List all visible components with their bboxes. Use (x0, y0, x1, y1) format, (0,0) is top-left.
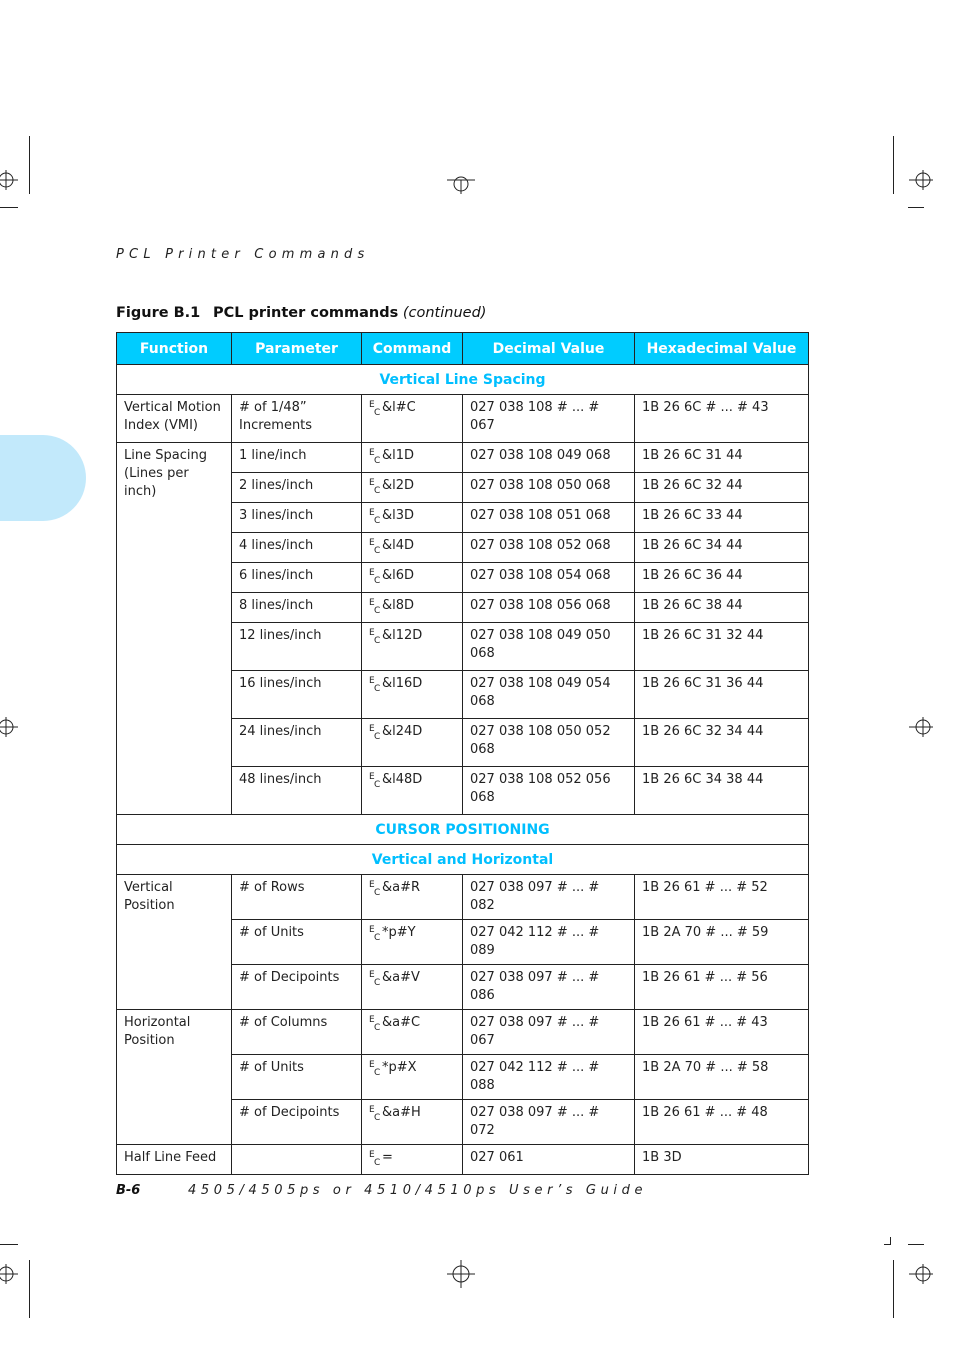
cell-command: E C &a#H (362, 1100, 463, 1145)
page-number: B-6 (116, 1183, 141, 1198)
footer-title: 4505/4505ps or 4510/4510ps User’s Guide (188, 1183, 648, 1198)
cell-parameter: 1 line/inch (232, 443, 362, 473)
cell-parameter: # of Units (232, 920, 362, 965)
escape-glyph: E C (369, 724, 381, 742)
table-row (117, 1010, 809, 1055)
crop-mark (29, 136, 30, 194)
section-vertical-and-horizontal: Vertical and Horizontal (117, 845, 809, 875)
cell-decimal: 027 038 097 # ... # 082 (463, 875, 635, 920)
cell-function: Vertical Motion Index (VMI) (117, 395, 232, 443)
registration-mark-icon (0, 166, 28, 194)
registration-mark-icon (905, 713, 933, 741)
cell-function: Horizontal Position (117, 1010, 232, 1145)
cell-parameter: 3 lines/inch (232, 503, 362, 533)
cell-parameter: # of Decipoints (232, 965, 362, 1010)
chapter-tab-marker (0, 435, 86, 521)
header-command: Command (362, 333, 463, 365)
cell-parameter: 4 lines/inch (232, 533, 362, 563)
cell-decimal: 027 038 108 054 068 (463, 563, 635, 593)
cell-decimal: 027 038 108 052 056 068 (463, 767, 635, 815)
cell-command: E C &l2D (362, 473, 463, 503)
cell-hex: 1B 26 6C 38 44 (635, 593, 809, 623)
cell-command: E C &l8D (362, 593, 463, 623)
figure-continued: (continued) (402, 305, 487, 321)
cell-function: Line Spacing (Lines per inch) (117, 443, 232, 815)
cell-decimal: 027 038 108 056 068 (463, 593, 635, 623)
cell-decimal: 027 061 (463, 1145, 635, 1175)
escape-glyph: E C (369, 598, 381, 616)
registration-mark-icon (447, 170, 475, 198)
cell-hex: 1B 26 6C 34 44 (635, 533, 809, 563)
crop-mark (884, 1244, 891, 1245)
horizontal-position-group (117, 1010, 809, 1145)
line-spacing-group (117, 443, 809, 815)
running-head: PCL Printer Commands (116, 247, 370, 262)
registration-mark-icon (905, 166, 933, 194)
cell-command: E C &l4D (362, 533, 463, 563)
cell-command: E C *p#X (362, 1055, 463, 1100)
cell-hex: 1B 26 6C # ... # 43 (635, 395, 809, 443)
figure-caption (116, 305, 486, 321)
cell-hex: 1B 26 6C 34 38 44 (635, 767, 809, 815)
pcl-commands-table (116, 332, 809, 1175)
cell-command: E C = (362, 1145, 463, 1175)
vertical-position-group (117, 875, 809, 1010)
cell-hex: 1B 26 61 # ... # 43 (635, 1010, 809, 1055)
cell-parameter: 6 lines/inch (232, 563, 362, 593)
cell-command: E C &l1D (362, 443, 463, 473)
escape-glyph: E C (369, 448, 381, 466)
cell-decimal: 027 038 108 # ... # 067 (463, 395, 635, 443)
cell-hex: 1B 26 6C 36 44 (635, 563, 809, 593)
cell-decimal: 027 038 108 049 068 (463, 443, 635, 473)
section-vertical-line-spacing: Vertical Line Spacing (117, 365, 809, 395)
cell-hex: 1B 26 61 # ... # 52 (635, 875, 809, 920)
header-hexadecimal-value: Hexadecimal Value (635, 333, 809, 365)
figure-number: Figure B.1 (116, 305, 201, 321)
escape-glyph: E C (369, 676, 381, 694)
cell-hex: 1B 26 6C 31 44 (635, 443, 809, 473)
escape-glyph: E C (369, 628, 381, 646)
cell-decimal: 027 038 108 050 068 (463, 473, 635, 503)
cell-function: Vertical Position (117, 875, 232, 1010)
cell-command: E C &a#V (362, 965, 463, 1010)
cell-parameter: # of Columns (232, 1010, 362, 1055)
crop-mark (893, 1260, 894, 1318)
cell-parameter: 12 lines/inch (232, 623, 362, 671)
cell-command: E C &l48D (362, 767, 463, 815)
cell-hex: 1B 26 6C 32 44 (635, 473, 809, 503)
escape-glyph: E C (369, 1060, 381, 1078)
section-cursor-positioning: CURSOR POSITIONING (117, 815, 809, 845)
cell-command: E C *p#Y (362, 920, 463, 965)
cell-command: E C &l16D (362, 671, 463, 719)
cell-hex: 1B 26 6C 31 36 44 (635, 671, 809, 719)
cell-decimal: 027 038 108 050 052 068 (463, 719, 635, 767)
escape-glyph: E C (369, 970, 381, 988)
figure-title: PCL printer commands (213, 305, 399, 321)
table-header-row (117, 333, 809, 365)
cell-command: E C &a#C (362, 1010, 463, 1055)
cell-hex: 1B 26 61 # ... # 56 (635, 965, 809, 1010)
cell-command: E C &a#R (362, 875, 463, 920)
crop-mark (0, 1244, 18, 1245)
section-row (117, 815, 809, 845)
cell-parameter: # of Decipoints (232, 1100, 362, 1145)
cell-hex: 1B 2A 70 # ... # 59 (635, 920, 809, 965)
cell-hex: 1B 26 6C 31 32 44 (635, 623, 809, 671)
cell-parameter: 8 lines/inch (232, 593, 362, 623)
table-row (117, 875, 809, 920)
section-row (117, 365, 809, 395)
cell-decimal: 027 038 108 051 068 (463, 503, 635, 533)
registration-mark-icon (905, 1260, 933, 1288)
section-row (117, 845, 809, 875)
cell-hex: 1B 2A 70 # ... # 58 (635, 1055, 809, 1100)
cell-parameter: # of 1/48” Increments (232, 395, 362, 443)
escape-glyph: E C (369, 772, 381, 790)
cell-hex: 1B 26 61 # ... # 48 (635, 1100, 809, 1145)
table-row (117, 443, 809, 473)
cell-decimal: 027 042 112 # ... # 089 (463, 920, 635, 965)
cell-parameter: 24 lines/inch (232, 719, 362, 767)
escape-glyph: E C (369, 1015, 381, 1033)
cell-parameter: 16 lines/inch (232, 671, 362, 719)
cell-function: Half Line Feed (117, 1145, 232, 1175)
cell-decimal: 027 038 097 # ... # 072 (463, 1100, 635, 1145)
cell-command: E C &l24D (362, 719, 463, 767)
crop-mark (29, 1260, 30, 1318)
header-decimal-value: Decimal Value (463, 333, 635, 365)
cell-hex: 1B 26 6C 32 34 44 (635, 719, 809, 767)
header-parameter: Parameter (232, 333, 362, 365)
cell-decimal: 027 038 097 # ... # 086 (463, 965, 635, 1010)
registration-mark-icon (0, 713, 28, 741)
escape-glyph: E C (369, 400, 381, 418)
cell-decimal: 027 042 112 # ... # 088 (463, 1055, 635, 1100)
escape-glyph: E C (369, 568, 381, 586)
escape-glyph: E C (369, 478, 381, 496)
cell-parameter: 2 lines/inch (232, 473, 362, 503)
cell-parameter: # of Units (232, 1055, 362, 1100)
cell-command: E C &l12D (362, 623, 463, 671)
cell-decimal: 027 038 108 049 054 068 (463, 671, 635, 719)
crop-mark (908, 1244, 924, 1245)
escape-glyph: E C (369, 880, 381, 898)
cell-command: E C &l3D (362, 503, 463, 533)
cell-command: E C &l#C (362, 395, 463, 443)
cell-decimal: 027 038 097 # ... # 067 (463, 1010, 635, 1055)
cell-hex: 1B 3D (635, 1145, 809, 1175)
cell-decimal: 027 038 108 049 050 068 (463, 623, 635, 671)
registration-mark-icon (447, 1260, 475, 1288)
cell-command: E C &l6D (362, 563, 463, 593)
escape-glyph: E C (369, 1150, 381, 1168)
escape-glyph: E C (369, 925, 381, 943)
cell-decimal: 027 038 108 052 068 (463, 533, 635, 563)
table-row (117, 395, 809, 443)
header-function: Function (117, 333, 232, 365)
escape-glyph: E C (369, 508, 381, 526)
registration-mark-icon (0, 1260, 28, 1288)
crop-mark (0, 207, 18, 208)
escape-glyph: E C (369, 1105, 381, 1123)
table-row (117, 1145, 809, 1175)
cell-parameter (232, 1145, 362, 1175)
cell-parameter: 48 lines/inch (232, 767, 362, 815)
crop-mark (893, 136, 894, 194)
escape-glyph: E C (369, 538, 381, 556)
cell-parameter: # of Rows (232, 875, 362, 920)
crop-mark (908, 207, 924, 208)
cell-hex: 1B 26 6C 33 44 (635, 503, 809, 533)
